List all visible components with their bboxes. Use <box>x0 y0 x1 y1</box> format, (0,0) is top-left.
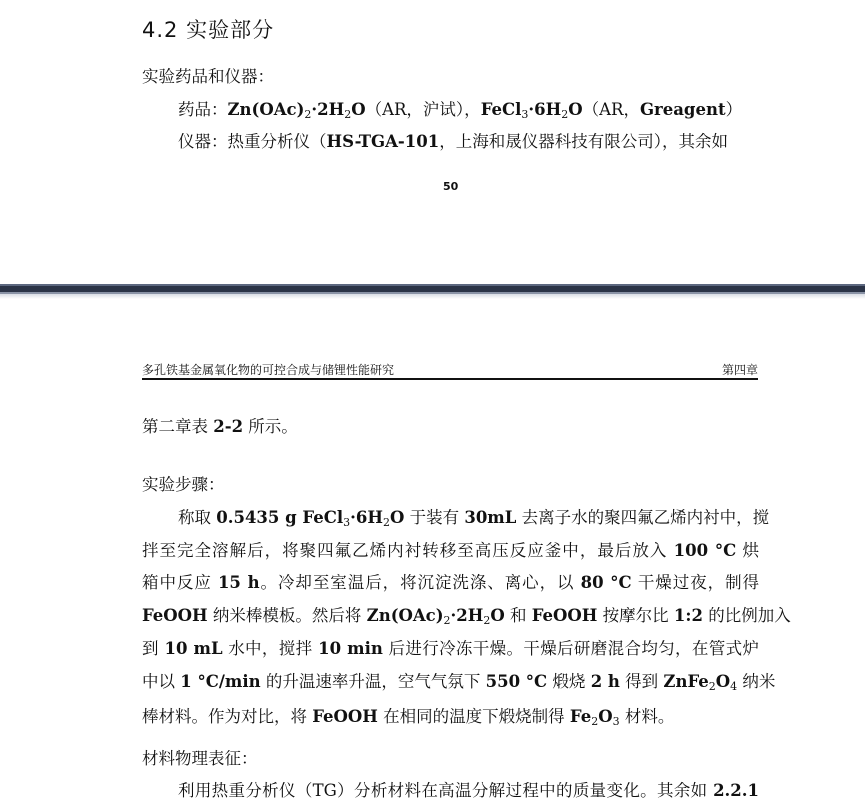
steps-heading: 实验步骤： <box>142 475 225 494</box>
reagents-line: 药品：$Zn(OAc)_2\cdot 2H_2O(AR$，沪试），$FeCl_3\cdot 6H_2O(AR$，Greagent） <box>178 100 743 121</box>
running-header-title: 多孔铁基金属氧化物的可控合成与储锂性能研究 <box>142 363 395 377</box>
steps-line-5: 到 10 mL 水中，搅拌 10 min 后进行冷冻干燥。干燥后研磨混合均匀，在管式炉 <box>142 639 759 658</box>
characterization-heading: 材料物理表征： <box>142 749 258 768</box>
page-separator <box>0 283 865 299</box>
steps-line-3: 箱中反应 15 h。冷却至室温后，将沉淀洗涤、离心，以 80 °C 干燥过夜，制得 <box>142 573 760 592</box>
steps-line-2: 拌至完全溶解后，将聚四氟乙烯内衬转移至高压反应釜中，最后放入 100 °C 烘 <box>142 541 760 560</box>
instrument-line: 仪器：热重分析仪（HS-TGA-101，上海和晟仪器科技有限公司），其余如 <box>178 132 728 151</box>
section-title: 4.2 实验部分 <box>142 18 275 42</box>
characterization-line: 利用热重分析仪（TG）分析材料在高温分解过程中的质量变化。其余如 2.2.1 <box>178 781 759 800</box>
steps-line-6: 中以 1 °C/min 的升温速率升温，空气气氛下 550 °C 煅烧 2 h 得到 $ZnFe_2O_4$ 纳米 <box>142 672 776 693</box>
running-header <box>142 360 758 380</box>
steps-line-7: 棒材料。作为对比，将 FeOOH 在相同的温度下煅烧制得 $Fe_2O_3$ 材料。 <box>142 707 675 728</box>
steps-line-4: FeOOH 纳米棒模板。然后将 $Zn(OAc)_2\cdot 2H_2O$ 和 FeOOH 按摩尔比 1:2 的比例加入 <box>142 606 791 627</box>
steps-line-1: 称取 0.5435 g $FeCl_3\cdot 6H_2O$ 于装有 30mL 去离子水的聚四氟乙烯内衬中，搅 <box>178 508 770 529</box>
subsection-heading-reagents-instruments: 实验药品和仪器： <box>142 67 274 86</box>
running-header-chapter: 第四章 <box>721 363 758 377</box>
continuation-line: 第二章表 2-2 所示。 <box>142 417 298 436</box>
page-number: 50 <box>443 180 459 193</box>
page-50 <box>0 0 865 283</box>
